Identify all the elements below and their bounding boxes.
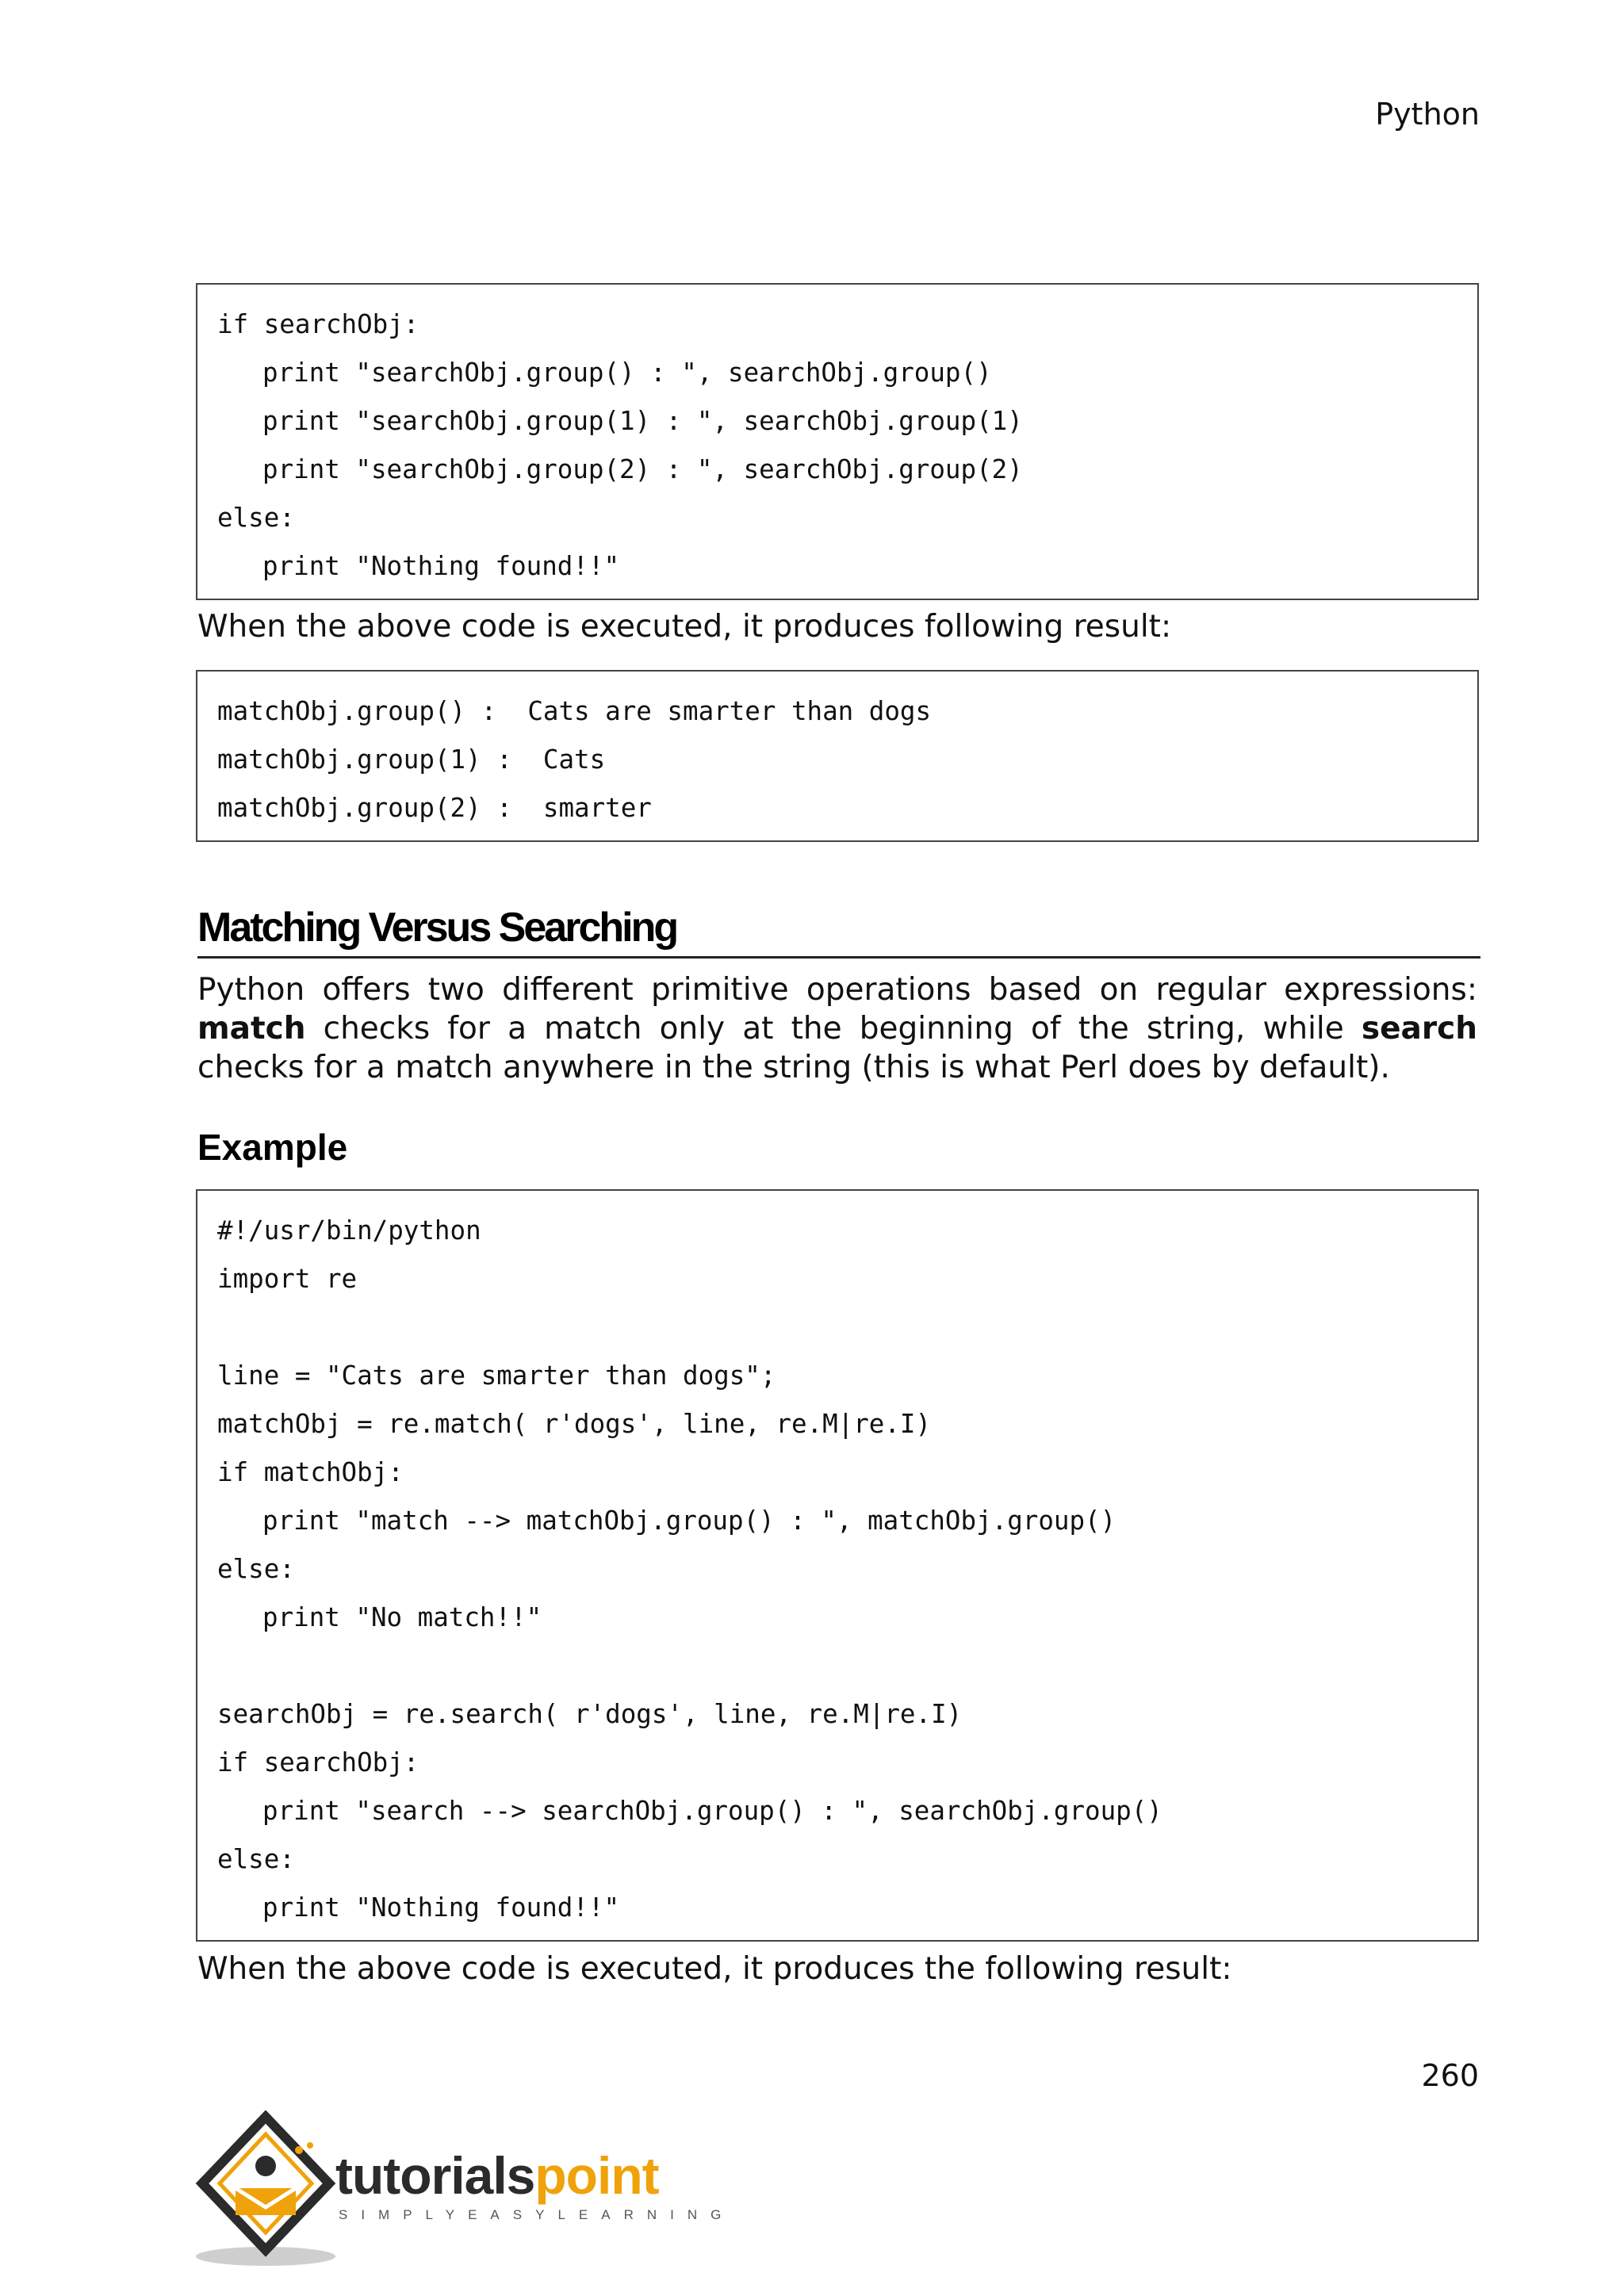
match-vs-search-paragraph: [197, 970, 1477, 1087]
code-line-blank: [217, 1303, 1458, 1352]
logo-tagline: SIMPLYEASYLEARNING: [339, 2207, 735, 2222]
keyword-search: search: [1361, 1011, 1477, 1047]
code-line: matchObj = re.match( r'dogs', line, re.M|re.I): [217, 1409, 932, 1439]
logo-wordmark-accent: point: [534, 2146, 659, 2205]
output-line: matchObj.group(1) : Cats: [217, 744, 606, 775]
result-intro-text: When the above code is executed, it produces the following result:: [197, 1951, 1232, 1987]
code-line: if searchObj:: [217, 309, 419, 339]
tutorialspoint-logo: [194, 2110, 735, 2269]
code-line: print "searchObj.group(2) : ", searchObj.group(2): [262, 454, 1023, 484]
running-header: Python: [1375, 97, 1480, 132]
code-line: if searchObj:: [217, 1747, 419, 1777]
code-line: else:: [217, 1554, 295, 1584]
result-intro-text: When the above code is executed, it produces following result:: [197, 609, 1172, 645]
code-line: print "Nothing found!!": [262, 1892, 620, 1923]
paragraph-text: Python offers two different primitive operations based on regular expressions:: [197, 972, 1477, 1008]
code-line: print "match --> matchObj.group() : ", matchObj.group(): [262, 1506, 1116, 1536]
paragraph-text: checks for a match anywhere in the string (this is what Perl does by default).: [197, 1050, 1390, 1085]
output-line: matchObj.group() : Cats are smarter than dogs: [217, 696, 932, 726]
keyword-match: match: [197, 1011, 306, 1047]
code-block-match-vs-search: [196, 1189, 1479, 1942]
logo-wordmark: [335, 2145, 659, 2206]
code-line: else:: [217, 1844, 295, 1874]
page-number: 260: [1421, 2058, 1479, 2093]
code-line: print "searchObj.group() : ", searchObj.group(): [262, 358, 992, 388]
code-line: print "search --> searchObj.group() : ", searchObj.group(): [262, 1796, 1162, 1826]
code-line: #!/usr/bin/python: [217, 1215, 481, 1246]
code-line: else:: [217, 503, 295, 533]
code-block-search-groups: [196, 283, 1479, 600]
code-line-blank: [217, 1642, 1458, 1690]
output-line: matchObj.group(2) : smarter: [217, 793, 652, 823]
code-line: print "Nothing found!!": [262, 551, 620, 581]
code-line: print "searchObj.group(1) : ", searchObj.group(1): [262, 406, 1023, 436]
code-line: if matchObj:: [217, 1457, 404, 1487]
code-line: searchObj = re.search( r'dogs', line, re.M|re.I): [217, 1699, 963, 1729]
section-heading: Matching Versus Searching: [197, 904, 1480, 959]
example-heading: Example: [197, 1127, 348, 1168]
logo-diamond-icon: [194, 2110, 337, 2269]
paragraph-text: checks for a match only at the beginning of the string, while: [305, 1011, 1362, 1047]
output-block-match-groups: [196, 670, 1479, 842]
code-line: line = "Cats are smarter than dogs";: [217, 1360, 776, 1391]
code-line: import re: [217, 1264, 358, 1294]
logo-wordmark-part: tutorials: [335, 2146, 535, 2205]
code-line: print "No match!!": [262, 1602, 542, 1632]
